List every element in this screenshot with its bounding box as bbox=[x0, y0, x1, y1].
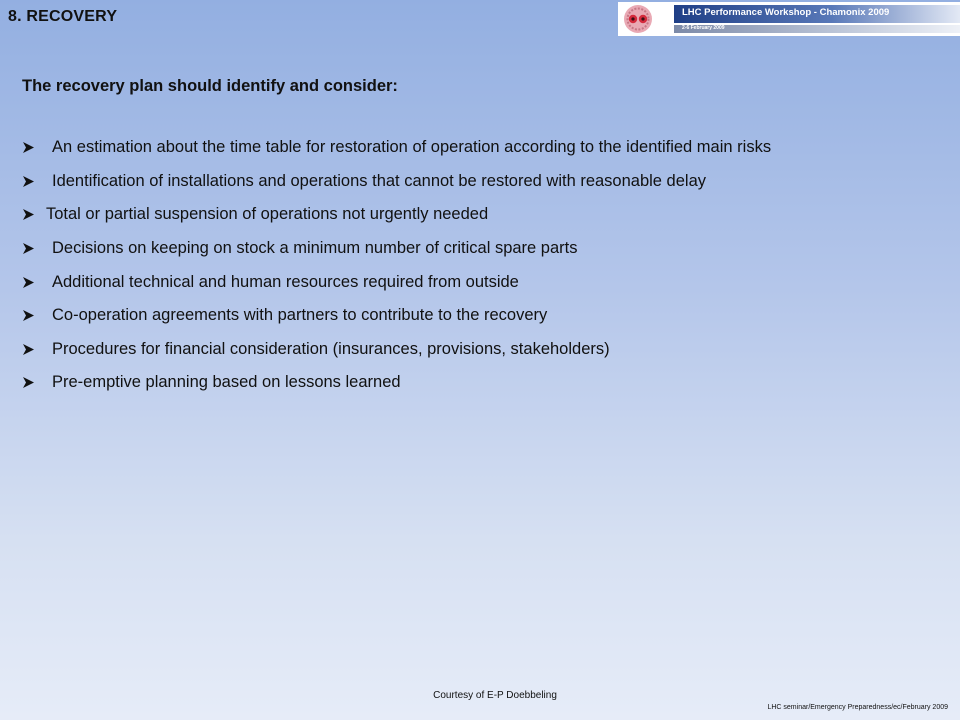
section-title: 8. RECOVERY bbox=[8, 8, 118, 25]
list-item-text: Total or partial suspension of operations not urgently needed bbox=[46, 205, 489, 224]
list-item-text: Additional technical and human resources required from outside bbox=[52, 272, 519, 291]
workshop-banner bbox=[618, 2, 960, 36]
arrow-bullet-icon bbox=[22, 309, 35, 322]
list-item bbox=[22, 131, 771, 165]
workshop-logo-icon bbox=[620, 3, 656, 35]
arrow-bullet-icon bbox=[22, 343, 35, 356]
list-item-text: Co-operation agreements with partners to contribute to the recovery bbox=[52, 306, 548, 325]
banner-title-band bbox=[674, 5, 960, 23]
list-item-text: Decisions on keeping on stock a minimum number of critical spare parts bbox=[52, 239, 578, 258]
list-item bbox=[22, 265, 771, 299]
banner-date-band bbox=[674, 25, 960, 33]
list-item-text: An estimation about the time table for restoration of operation according to the identified main risks bbox=[52, 138, 772, 157]
arrow-bullet-icon bbox=[22, 242, 35, 255]
arrow-bullet-icon bbox=[22, 175, 35, 188]
banner-dates: 2-6 February 2009 bbox=[682, 25, 725, 31]
list-item bbox=[22, 299, 771, 333]
list-item-text: Pre-emptive planning based on lessons learned bbox=[52, 373, 401, 392]
arrow-bullet-icon bbox=[22, 376, 35, 389]
intro-heading: The recovery plan should identify and consider: bbox=[22, 77, 398, 95]
arrow-bullet-icon bbox=[22, 276, 35, 289]
banner-title: LHC Performance Workshop - Chamonix 2009 bbox=[682, 7, 890, 18]
courtesy-credit: Courtesy of E-P Doebbeling bbox=[433, 690, 557, 701]
list-item bbox=[22, 165, 771, 199]
list-item bbox=[22, 232, 771, 266]
list-item bbox=[22, 366, 771, 400]
recovery-list bbox=[22, 131, 771, 400]
arrow-bullet-icon bbox=[22, 141, 35, 154]
list-item-text: Procedures for financial consideration (insurances, provisions, stakeholders) bbox=[52, 339, 610, 358]
list-item-text: Identification of installations and operations that cannot be restored with reasonable delay bbox=[52, 171, 707, 190]
slide-footer: LHC seminar/Emergency Preparedness/ec/February 2009 bbox=[767, 704, 948, 711]
arrow-bullet-icon bbox=[22, 208, 35, 221]
list-item bbox=[22, 198, 771, 232]
list-item bbox=[22, 333, 771, 367]
